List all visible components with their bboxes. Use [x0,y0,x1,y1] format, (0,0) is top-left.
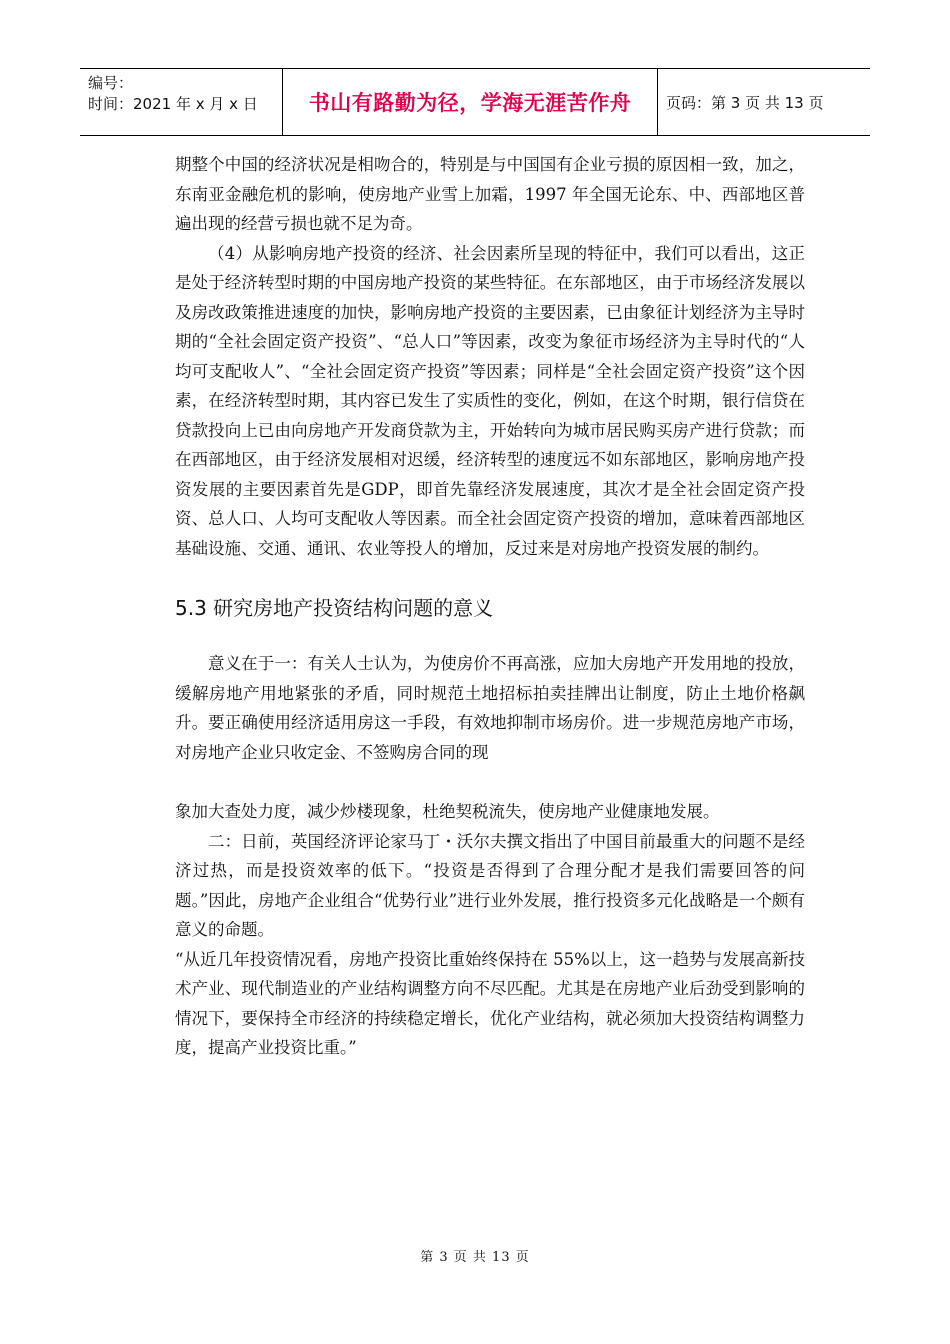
paragraph-continuation: 期整个中国的经济状况是相吻合的，特别是与中国国有企业亏损的原因相一致，加之，东南亚金融危机的影响，使房地产业雪上加霜，1997 年全国无论东、中、西部地区普遍出现的经营亏损也就不足为奇。 [175,155,805,233]
document-date: 时间：2021 年 x 月 x 日 [88,95,258,113]
header-page-info: 页码：第 3 页 共 13 页 [666,93,824,112]
header-motto: 书山有路勤为径，学海无涯苦作舟 [283,69,658,135]
header-meta-cell [80,69,283,135]
page-footer: 第 3 页 共 13 页 [420,1250,530,1265]
page-header [80,68,870,136]
paragraph-gap [175,767,805,797]
paragraph-significance-two: 二：日前，英国经济评论家马丁・沃尔夫撰文指出了中国目前最重大的问题不是经济过热，而是投资效率的低下。“投资是否得到了合理分配才是我们需要回答的问题。”因此，房地产企业组合“优势行业”进行业外发展，推行投资多元化战略是一个颇有意义的命题。 [175,831,805,939]
paragraph-quote: “从近几年投资情况看，房地产投资比重始终保持在 55%以上，这一趋势与发展高新技术产业、现代制造业的产业结构调整方向不尽匹配。尤其是在房地产业后劲受到影响的情况下，要保持全市经济的持续稳定增长，优化产业结构，就必须加大投资结构调整力度，提高产业投资比重。” [175,949,805,1057]
document-number-label: 编号： [88,74,134,92]
paragraph-point-4: （4）从影响房地产投资的经济、社会因素所呈现的特征中，我们可以看出，这正是处于经济转型时期的中国房地产投资的某些特征。在东部地区，由于市场经济发展以及房改政策推进速度的加快，影响房地产投资的主要因素，已由象征计划经济为主导时期的“全社会固定资产投资”、“总人口”等因素，改变为象征市场经济为主导时代的“人均可支配收人”、“全社会固定资产投资”等因素；同样是“全社会固定资产投资”这个因素，在经济转型时期，其内容已发生了实质性的变化，例如，在这个时期，银行信贷在贷款投向上已由向房地产开发商贷款为主，开始转向为城市居民购买房产进行贷款；而在西部地区，由于经济发展相对迟缓，经济转型的速度远不如东部地区，影响房地产投资发展的主要因素首先是GDP，即首先靠经济发展速度，其次才是全社会固定资产投资、总人口、人均可支配收人等因素。而全社会固定资产投资的增加，意味着西部地区基础设施、交通、通讯、农业等投人的增加，反过来是对房地产投资发展的制约。 [175,243,805,558]
paragraph-significance-one-cont: 象加大查处力度，减少炒楼现象，杜绝契税流失，使房地产业健康地发展。 [175,802,720,821]
section-heading: 5.3 研究房地产投资结构问题的意义 [175,596,494,620]
document-body [175,150,805,1063]
paragraph-significance-one: 意义在于一：有关人士认为，为使房价不再高涨，应加大房地产开发用地的投放，缓解房地产用地紧张的矛盾，同时规范土地招标拍卖挂牌出让制度，防止土地价格飙升。要正确使用经济适用房这一手段，有效地抑制市场房价。进一步规范房地产市场，对房地产企业只收定金、不签购房合同的现 [175,654,805,762]
